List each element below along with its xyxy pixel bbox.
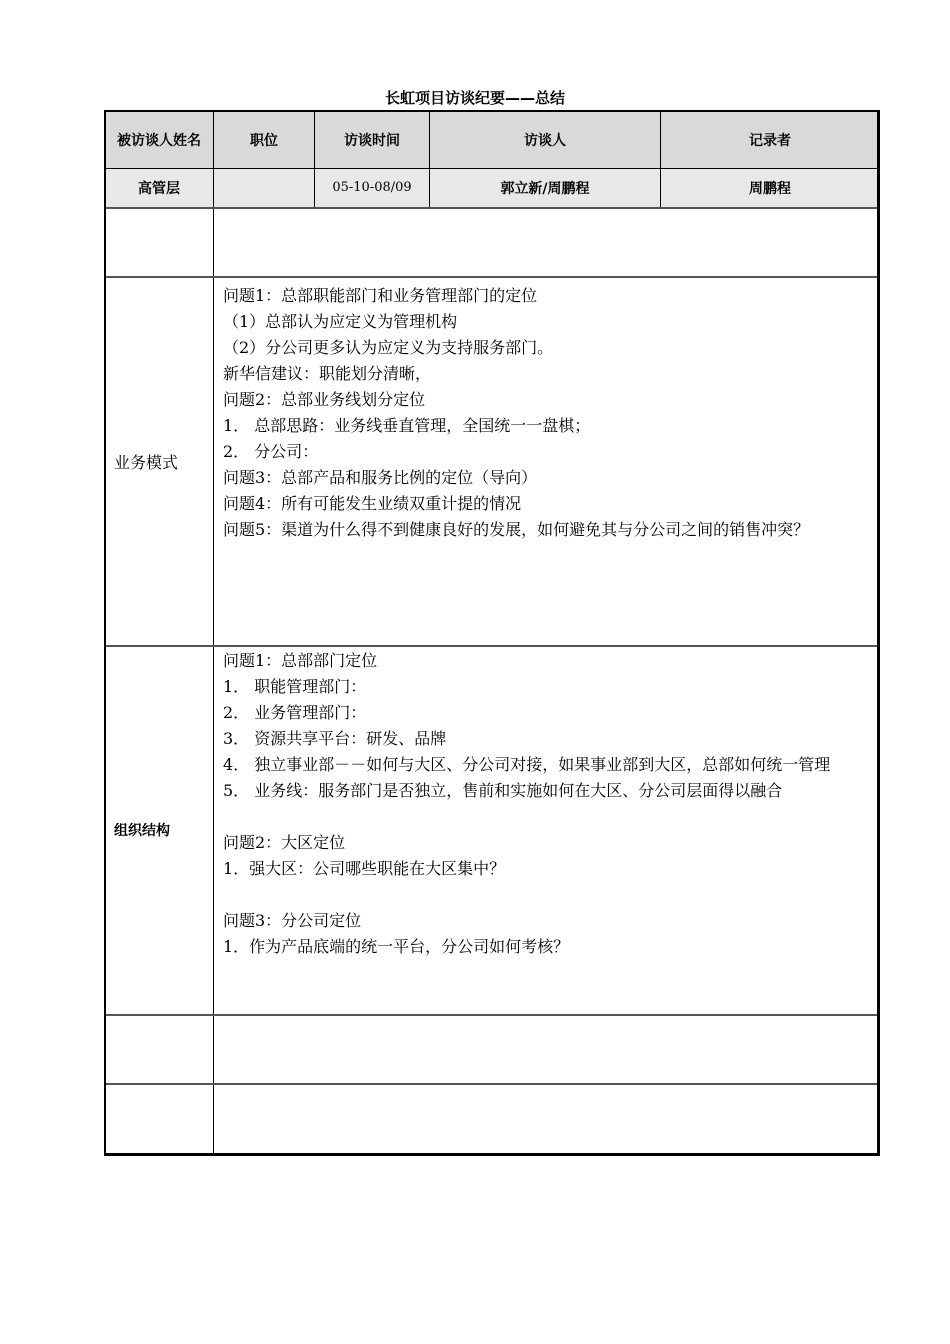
org-line: 1．作为产品底端的统一平台，分公司如何考核？: [223, 936, 570, 956]
business-line: （1）总部认为应定义为管理机构: [223, 311, 458, 331]
header-interviewer: 访谈人: [430, 111, 661, 169]
empty-content-cell: [214, 1084, 880, 1154]
business-line: （2）分公司更多认为应定义为支持服务部门。: [223, 337, 554, 357]
org-line: 1． 职能管理部门：: [223, 676, 367, 696]
business-line: 新华信建议：职能划分清晰，: [223, 363, 432, 383]
org-line: 问题3：分公司定位: [223, 910, 362, 930]
org-row: [105, 646, 880, 1015]
org-content: [214, 646, 880, 1015]
org-label: 组织结构: [105, 646, 214, 1015]
header-recorder: 记录者: [661, 111, 880, 169]
business-line: 问题4：所有可能发生业绩双重计提的情况: [223, 493, 522, 513]
business-line: 问题3：总部产品和服务比例的定位（导向）: [223, 467, 538, 487]
empty-row-1: [105, 208, 880, 277]
empty-row-2: [105, 1015, 880, 1084]
header-row: [105, 111, 880, 169]
header-position: 职位: [214, 111, 315, 169]
org-blank-line: [223, 882, 871, 908]
info-row: [105, 169, 880, 208]
org-line: 5． 业务线：服务部门是否独立，售前和实施如何在大区、分公司层面得以融合: [223, 780, 783, 800]
business-line: 问题5：渠道为什么得不到健康良好的发展，如何避免其与分公司之间的销售冲突？: [223, 519, 810, 539]
header-name: 被访谈人姓名: [105, 111, 214, 169]
empty-content-cell: [214, 1015, 880, 1084]
info-recorder: 周鹏程: [661, 169, 880, 208]
business-line: 问题1：总部职能部门和业务管理部门的定位: [223, 285, 538, 305]
info-time: 05-10-08/09: [315, 169, 430, 208]
empty-content-cell: [214, 208, 880, 277]
business-row: [105, 277, 880, 646]
org-line: 问题1：总部部门定位: [223, 650, 378, 670]
org-blank-line: [223, 804, 871, 830]
business-content: [214, 277, 880, 646]
business-line: 问题2：总部业务线划分定位: [223, 389, 426, 409]
business-line: 1． 总部思路：业务线垂直管理，全国统一一盘棋；: [223, 415, 591, 435]
info-name: 高管层: [105, 169, 214, 208]
business-label: 业务模式: [105, 277, 214, 646]
empty-label-cell: [105, 1015, 214, 1084]
document-title: 长虹项目访谈纪要——总结: [384, 89, 565, 107]
org-line: 问题2：大区定位: [223, 832, 346, 852]
info-interviewer: 郭立新/周鹏程: [430, 169, 661, 208]
header-time: 访谈时间: [315, 111, 430, 169]
business-line: 2． 分公司：: [223, 441, 319, 461]
org-line: 3． 资源共享平台：研发、品牌: [223, 728, 447, 748]
empty-row-3: [105, 1084, 880, 1154]
interview-table: [104, 110, 880, 1154]
empty-label-cell: [105, 208, 214, 277]
info-position: [214, 169, 315, 208]
org-line: 4． 独立事业部－－如何与大区、分公司对接，如果事业部到大区，总部如何统一管理: [223, 754, 831, 774]
empty-label-cell: [105, 1084, 214, 1154]
org-line: 1．强大区：公司哪些职能在大区集中？: [223, 858, 506, 878]
org-line: 2． 业务管理部门：: [223, 702, 367, 722]
